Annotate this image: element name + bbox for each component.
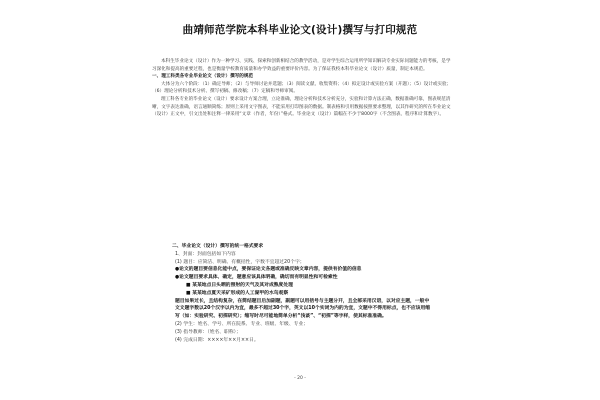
example-item-2: ■ 某某地点夏天采矿形成的人工湖甲的水鸟观察 (186, 290, 289, 296)
title-item: (1) 题目：应简洁、明确、有概括性，字数不宜超过20个字； (175, 259, 305, 265)
requirements-paragraph: 理工科各专业的毕业论文（设计）要求设计方案合理，立论准确，理论分析和技术分析充分，实验和计算方法正确，数据准确可靠，图表规范清晰，文字表达准确，语言通顺简练；原则上采用文字图表，不能采用打印图表的数据。制表格和引用数据按照要求整理，以其作研究的所在毕业论文（设计）正文中，引文出处和注释一律采用“文章（作者，年份）”格式。毕业论文（设计）篇幅在不少于8000字（不含图表、程序和计算数字）。 (152, 96, 451, 118)
section-format-requirements (172, 243, 432, 344)
page-title: 曲靖师范学院本科毕业论文(设计)撰写与打印规范 (182, 24, 418, 36)
bullet-title-specific: ●论文题目要求具体、确定，题意应该具体明确，确切而有明显性和可检索性 (175, 275, 338, 281)
stages-paragraph: 大体分为六个阶段：（1）确定导师；（2）与导师讨论并选题；（3）阅读文献、收集资料；（4）拟定设计或实验方案（开题）；（5）设计或实验；（6）理论分析和技术分析、撰写初稿、修改稿；（7）定稿和导师审阅。 (152, 81, 452, 95)
date-item: (4) 完成日期：××××年××月××日。 (175, 337, 259, 343)
section-heading-science: 一、理工科类各专业毕业论文（设计）撰写的规范 (152, 74, 254, 80)
example-item-1: ■ 某某地点日头晒的照射的天气及其对成熟度处理 (186, 282, 293, 288)
section-regulations (152, 58, 454, 119)
bullet-title-info: ●论文的题目要信息化能中点，要保证论文各题或准确反映文章内容，提供有价值的信息 (175, 267, 362, 273)
cover-item: 1、封面：封面包括如下内容 (175, 251, 236, 257)
title-length-paragraph: 题目如果过长，且结构复杂，在简结题目后加副题，副题可以用括号与主题分开，且全部采用汉语，以对应主题，一般中文文题字数以20个汉字以内为宜，最多不超过30个字，英文以10个实词为内的为宜，文题中不得用标点，也不应该用缩写（如：实验研究、初探研究）；缩写时尽可能地简单分析“浅谈”、“初探”等字样，使其标准准确。 (175, 298, 431, 320)
student-item: (2) 学生：姓名、学号、所在院系、专业、班级、年级、专业； (175, 321, 309, 327)
section-heading-format: 二、毕业论文（设计）撰写的统一格式要求 (172, 244, 264, 249)
intro-paragraph: 本科生毕业论文（设计）作为一种学习、实践、探索和创新相结合的教学活动，是对学生综合运用所学知识解决专业实际问题能力的考核，是学习深化和提高的重要过程，也是衡量学校教育质量和办学效益的重要评价内容。为了保证我校本科毕业论文（设计）质量，制定本规范。 (152, 59, 451, 72)
page-number: - 20 - (294, 376, 306, 381)
advisor-item: (3) 指导教师：（姓名、职称）； (175, 329, 241, 335)
